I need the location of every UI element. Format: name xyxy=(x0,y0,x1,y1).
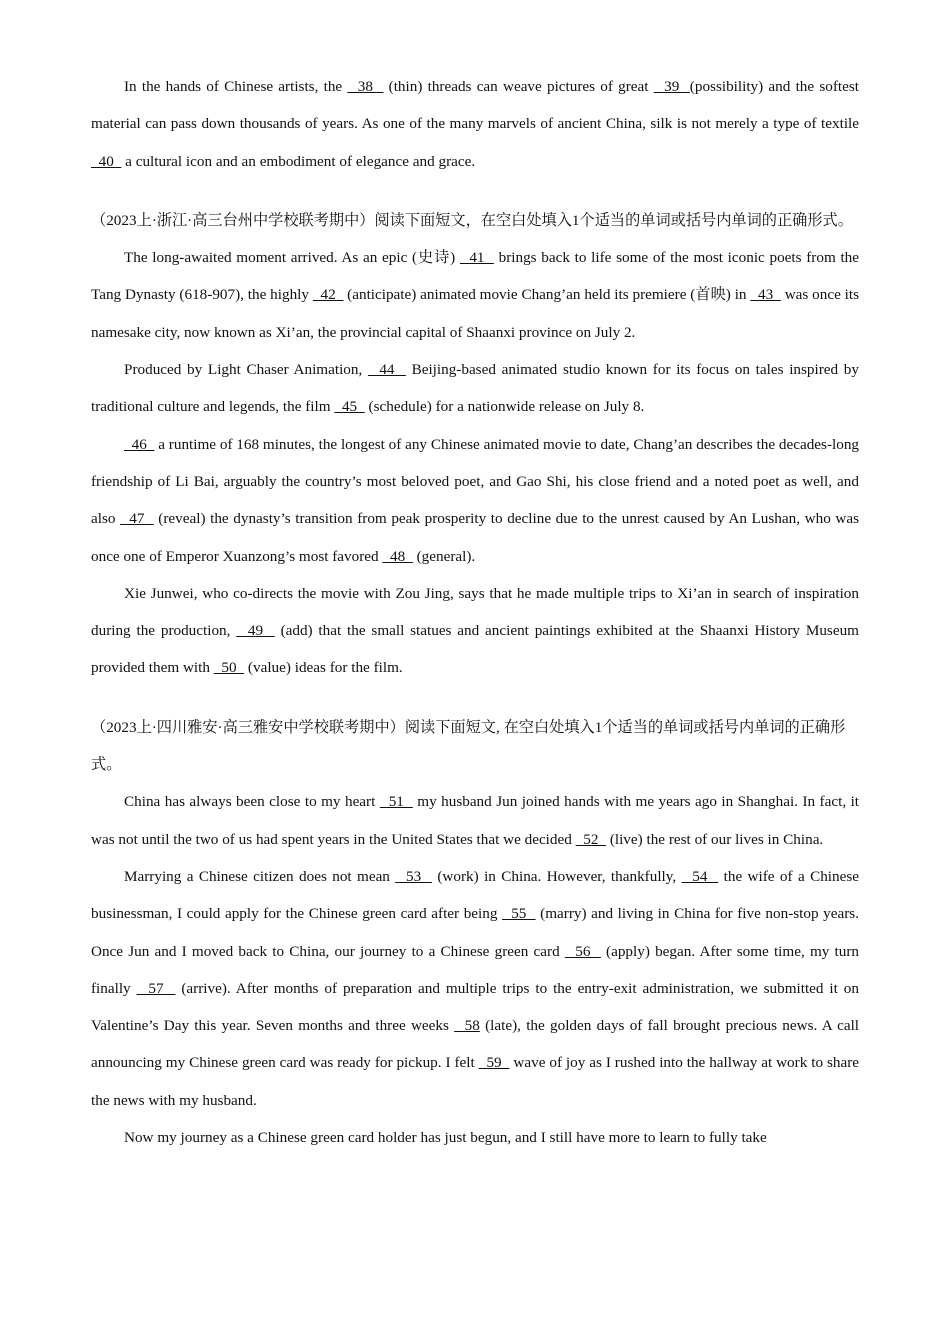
answer-blank: 49 xyxy=(236,622,275,640)
answer-blank: 54 xyxy=(681,867,719,885)
passage-paragraph: Now my journey as a Chinese green card holder has just begun, and I still have more to learn to fully take xyxy=(124,1129,767,1147)
passage-paragraph: Produced by Light Chaser Animation, 44 Beijing-based animated studio known for its focus on tales inspired by traditional culture and legends, the film 45 (schedule) for a nationwide release on July 8. xyxy=(91,361,859,416)
answer-blank: 56 xyxy=(564,942,601,960)
section-gap xyxy=(91,687,859,709)
answer-blank: 40 xyxy=(91,152,122,170)
answer-blank: 39 xyxy=(653,78,690,95)
section-instruction: （2023上·四川雅安·高三雅安中学校联考期中）阅读下面短文, 在空白处填入1个适当的单词或括号内单词的正确形式。 xyxy=(91,718,846,774)
answer-blank: 57 xyxy=(136,979,176,997)
answer-blank: 50 xyxy=(213,659,245,677)
passage-paragraph: The long-awaited moment arrived. As an epic (史诗) 41 brings back to life some of the most iconic poets from the Tang Dynasty (618-907), the highly 42 (anticipate) animated movie Chang’an held its premiere (首映) in 43 was once its namesake city, now known as Xi’an, the provincial capital of Shaanxi province on July 2. xyxy=(91,249,860,341)
answer-blank: 58 xyxy=(454,1017,480,1035)
passage-paragraph: Xie Junwei, who co-directs the movie with Zou Jing, says that he made multiple trips to Xi’an in search of inspiration during the production, 49 (add) that the small statues and ancient paintings exhibited at the Shaanxi History Museum provided them with 50 (value) ideas for the film. xyxy=(91,584,859,677)
answer-blank: 52 xyxy=(575,830,607,848)
section-gap xyxy=(91,180,859,202)
answer-blank: 51 xyxy=(379,793,413,811)
section-instruction: （2023上·浙江·高三台州中学校联考期中）阅读下面短文，在空白处填入1个适当的单词或括号内单词的正确形式。 xyxy=(91,211,853,229)
answer-blank: 55 xyxy=(502,905,536,923)
passage-paragraph: In the hands of Chinese artists, the 38 (thin) threads can weave pictures of great 39 (possibility) and the softest material can pass down thousands of years. As one of the many marvels of ancient China, silk is not merely a type of textile 40 a cultural icon and an embodiment of elegance and grace. xyxy=(91,78,859,170)
answer-blank: 41 xyxy=(459,249,494,267)
document-page xyxy=(91,68,859,1156)
answer-blank: 44 xyxy=(367,361,406,379)
passage-paragraph: 46 a runtime of 168 minutes, the longest of any Chinese animated movie to date, Chang’an describes the decades-long friendship of Li Bai, arguably the country’s most beloved poet, and Gao Shi, his close friend and a noted poet as well, and also 47 (reveal) the dynasty’s transition from peak prosperity to decline due to the unrest caused by An Lushan, who was once one of Emperor Xuanzong’s most favored 48 (general). xyxy=(91,435,860,565)
answer-blank: 38 xyxy=(347,78,384,95)
answer-blank: 43 xyxy=(750,286,781,304)
answer-blank: 45 xyxy=(334,398,365,416)
answer-blank: 53 xyxy=(395,867,432,885)
answer-blank: 59 xyxy=(478,1054,510,1072)
answer-blank: 48 xyxy=(382,547,413,565)
passage-paragraph: China has always been close to my heart 51 my husband Jun joined hands with me years ago in Shanghai. In fact, it was not until the two of us had spent years in the United States that we decided 52 (live) the rest of our lives in China. xyxy=(91,793,860,848)
answer-blank: 42 xyxy=(312,286,344,304)
answer-blank: 46 xyxy=(124,435,155,453)
answer-blank: 47 xyxy=(120,510,154,528)
passage-paragraph: Marrying a Chinese citizen does not mean 53 (work) in China. However, thankfully, 54 the wife of a Chinese businessman, I could apply for the Chinese green card after being 55 (marry) and living in China for five non-stop years. Once Jun and I moved back to China, our journey to a Chinese green card 56 (apply) began. After some time, my turn finally 57 (arrive). After months of preparation and multiple trips to the entry-exit administration, we submitted it on Valentine’s Day this year. Seven months and three weeks 58 (late), the golden days of fall brought precious news. A call announcing my Chinese green card was ready for pickup. I felt 59 wave of joy as I rushed into the hallway at work to share the news with my husband. xyxy=(91,867,860,1109)
